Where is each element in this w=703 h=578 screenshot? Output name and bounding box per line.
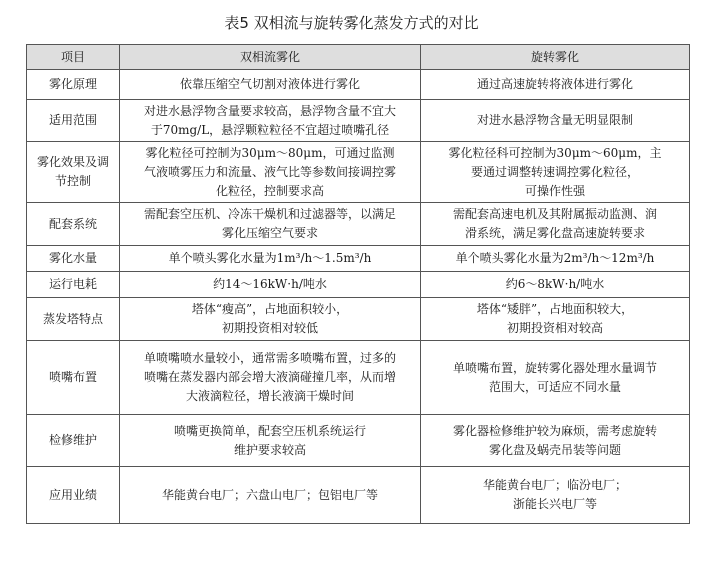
rotary-cell (421, 70, 690, 100)
item-cell (27, 272, 120, 298)
cell-line: 对进水悬浮物含量要求较高，悬浮物含量不宜大 (143, 103, 396, 118)
cell-line: 应用业绩 (48, 487, 97, 502)
rotary-cell (421, 203, 690, 246)
table-row (27, 467, 690, 524)
header-cell: 双相流雾化 (120, 45, 421, 70)
item-cell (27, 203, 120, 246)
table-row (27, 70, 690, 100)
comparison-table (26, 44, 690, 524)
cell-line: 对进水悬浮物含量无明显限制 (476, 113, 633, 127)
two-phase-cell (120, 246, 421, 272)
cell-line: 约14～16kW·h/吨水 (213, 277, 327, 291)
cell-line: 喷嘴更换简单，配套空压机系统运行 (173, 423, 366, 438)
item-cell (27, 246, 120, 272)
table-row (27, 246, 690, 272)
cell-line: 华能黄台电厂；六盘山电厂；包铝电厂等 (161, 487, 378, 502)
cell-line: 需配套空压机、冷冻干燥机和过滤器等，以满足 (143, 207, 396, 221)
cell-line: 初期投资相对较低 (221, 321, 318, 335)
cell-line: 配套系统 (48, 216, 97, 231)
two-phase-cell (120, 100, 421, 142)
cell-line: 初期投资相对较高 (506, 321, 603, 335)
rotary-cell (421, 246, 690, 272)
cell-line: 华能黄台电厂；临汾电厂； (482, 478, 627, 492)
cell-line: 需配套高速电机及其附属振动监测、润 (452, 207, 657, 221)
item-cell (27, 415, 120, 467)
cell-line: 滑系统，满足雾化盘高速旋转要求 (464, 226, 645, 240)
cell-line: 大液滴粒径，增长液滴干燥时间 (185, 389, 354, 403)
item-cell (27, 341, 120, 415)
cell-line: 雾化粒径科可控制为30μm～60μm，主 (448, 145, 662, 160)
cell-line: 雾化效果及调 (36, 155, 109, 169)
cell-line: 雾化器检修维护较为麻烦，需考虑旋转 (452, 423, 657, 438)
cell-line: 运行电耗 (48, 277, 97, 291)
cell-line: 雾化压缩空气要求 (221, 226, 318, 240)
table-row (27, 272, 690, 298)
cell-line: 维护要求较高 (233, 442, 306, 457)
header-cell: 项目 (27, 45, 120, 70)
header-cell: 旋转雾化 (421, 45, 690, 70)
item-cell (27, 298, 120, 341)
rotary-cell (421, 415, 690, 467)
cell-line: 塔体“矮胖”，占地面积较大， (476, 302, 634, 316)
item-cell (27, 142, 120, 203)
cell-line: 塔体“瘦高”，占地面积较小， (191, 302, 349, 316)
cell-line: 范围大，可适应不同水量 (488, 379, 621, 394)
table-header-row (27, 45, 690, 70)
cell-line: 雾化水量 (48, 251, 97, 265)
two-phase-cell (120, 341, 421, 415)
cell-line: 蒸发塔特点 (42, 311, 103, 326)
rotary-cell (421, 142, 690, 203)
cell-line: 可操作性强 (524, 183, 585, 198)
rotary-cell (421, 272, 690, 298)
two-phase-cell (120, 70, 421, 100)
two-phase-cell (120, 203, 421, 246)
cell-line: 单喷嘴喷水量较小，通常需多喷嘴布置，过多的 (143, 351, 396, 365)
cell-line: 约6～8kW·h/吨水 (505, 277, 605, 291)
cell-line: 检修维护 (48, 433, 97, 447)
cell-line: 化粒径，控制要求高 (215, 183, 324, 198)
cell-line: 喷嘴布置 (48, 370, 97, 384)
cell-line: 节控制 (54, 174, 91, 188)
rotary-cell (421, 298, 690, 341)
item-cell (27, 467, 120, 524)
cell-line: 气液喷雾压力和流量、液气比等参数间接调控雾 (143, 164, 396, 179)
item-cell (27, 100, 120, 142)
cell-line: 单个喷头雾化水量为1m³/h～1.5m³/h (168, 251, 372, 265)
cell-line: 通过高速旋转将液体进行雾化 (476, 77, 633, 91)
table-row (27, 100, 690, 142)
cell-line: 单个喷头雾化水量为2m³/h～12m³/h (455, 251, 655, 265)
rotary-cell (421, 467, 690, 524)
rotary-cell (421, 341, 690, 415)
cell-line: 单喷嘴布置，旋转雾化器处理水量调节 (452, 360, 657, 375)
rotary-cell (421, 100, 690, 142)
two-phase-cell (120, 272, 421, 298)
two-phase-cell (120, 298, 421, 341)
table-row (27, 415, 690, 467)
table-row (27, 341, 690, 415)
two-phase-cell (120, 415, 421, 467)
cell-line: 依靠压缩空气切割对液体进行雾化 (179, 77, 360, 91)
cell-line: 于70mg/L，悬浮颗粒粒径不宜超过喷嘴孔径 (150, 122, 390, 137)
table-row (27, 142, 690, 203)
cell-line: 雾化盘及蜗壳吊装等问题 (488, 442, 621, 457)
table-caption: 表5 双相流与旋转雾化蒸发方式的对比 (224, 14, 479, 32)
cell-line: 适用范围 (48, 113, 97, 127)
two-phase-cell (120, 142, 421, 203)
cell-line: 喷嘴在蒸发器内部会增大液滴碰撞几率，从而增 (143, 370, 396, 384)
cell-line: 雾化原理 (48, 77, 97, 91)
cell-line: 雾化粒径可控制为30μm～80μm，可通过监测 (145, 145, 395, 160)
item-cell (27, 70, 120, 100)
table-row (27, 203, 690, 246)
cell-line: 要通过调整转速调控雾化粒径， (470, 164, 639, 179)
two-phase-cell (120, 467, 421, 524)
table-row (27, 298, 690, 341)
cell-line: 浙能长兴电厂等 (512, 497, 597, 511)
